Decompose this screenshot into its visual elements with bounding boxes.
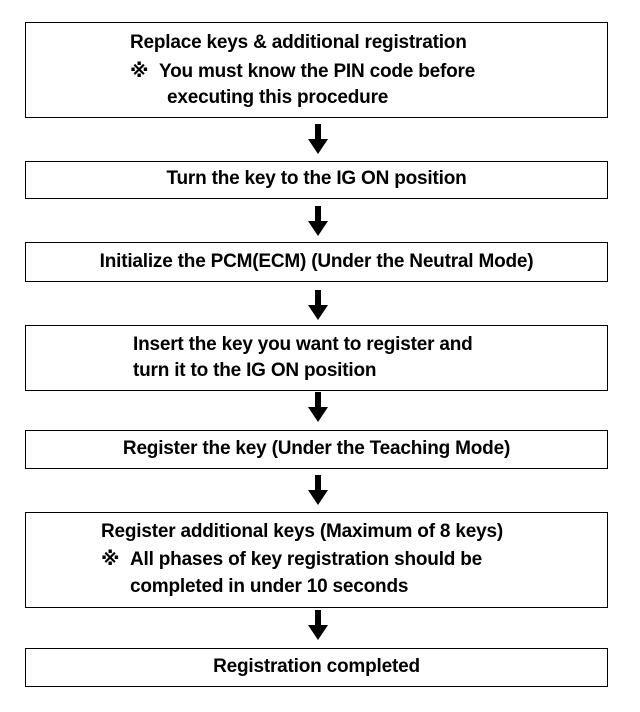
step-3-label: Initialize the PCM(ECM) (Under the Neutral Mode)	[99, 251, 534, 272]
step-5-label: Register the key (Under the Teaching Mode)	[122, 438, 511, 459]
step-1-box	[25, 22, 608, 118]
step-7-label: Registration completed	[213, 656, 420, 677]
step-1-note-line-2: executing this procedure	[167, 87, 389, 108]
step-6-note-line-1: All phases of key registration should be	[130, 549, 483, 570]
step-3-box	[25, 242, 608, 282]
down-arrow-icon	[306, 206, 330, 236]
down-arrow-icon	[306, 392, 330, 422]
step-2-label: Turn the key to the IG ON position	[166, 168, 467, 189]
step-7-box	[25, 648, 608, 687]
step-5-box	[25, 430, 608, 469]
down-arrow-icon	[306, 290, 330, 320]
step-6-box	[25, 512, 608, 608]
down-arrow-icon	[306, 610, 330, 640]
step-6-note-line-2: completed in under 10 seconds	[130, 576, 409, 597]
step-6-note-mark: ※	[101, 549, 120, 570]
step-4-box	[25, 325, 608, 391]
step-1-note-mark: ※	[130, 61, 149, 82]
step-1-title: Replace keys & additional registration	[130, 32, 467, 53]
step-6-title: Register additional keys (Maximum of 8 keys)	[101, 521, 503, 542]
down-arrow-icon	[306, 475, 330, 505]
step-1-note-line-1: You must know the PIN code before	[159, 61, 476, 82]
step-4-line-1: Insert the key you want to register and	[133, 334, 473, 355]
step-2-box	[25, 161, 608, 199]
step-4-line-2: turn it to the IG ON position	[133, 360, 377, 381]
down-arrow-icon	[306, 124, 330, 154]
